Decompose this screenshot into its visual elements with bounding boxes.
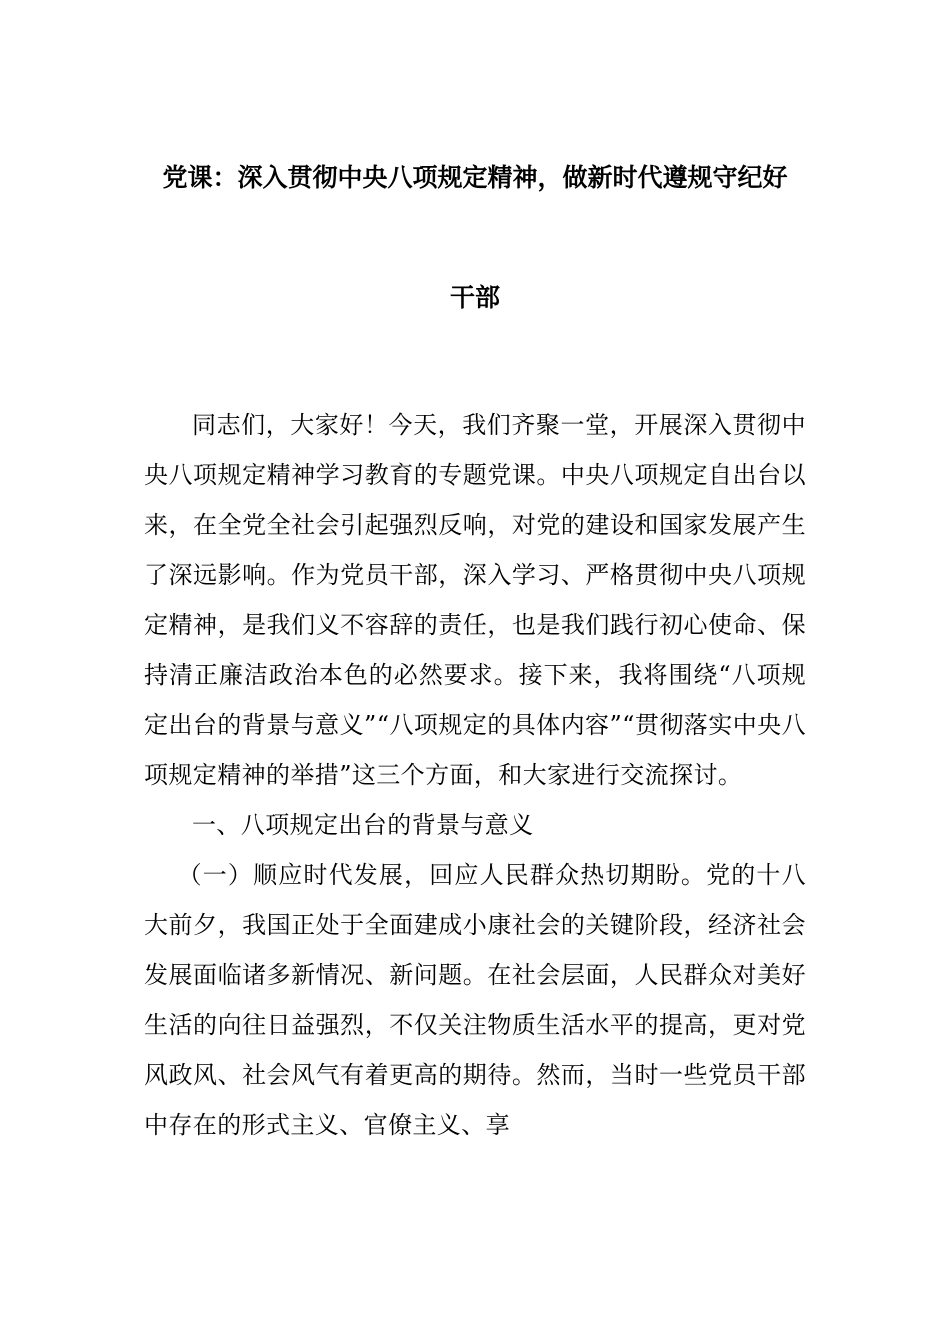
section-heading: 一、八项规定出台的背景与意义 [192, 811, 534, 839]
document-title-line-1: 党课：深入贯彻中央八项规定精神，做新时代遵规守纪好 [162, 163, 788, 192]
subsection-paragraph: （一）顺应时代发展，回应人民群众热切期盼。党的十八大前夕，我国正处于全面建成小康社会的关键阶段，经济社会发展面临诸多新情况、新问题。在社会层面，人民群众对美好生活的向往日益强烈，不仅关注物质生活水平的提高，更对党风政风、社会风气有着更高的期待。然而，当时一些党员干部中存在的形式主义、官僚主义、享 [144, 861, 806, 1139]
document-title-line-2: 干部 [449, 283, 500, 312]
document-body [144, 400, 806, 1150]
intro-paragraph: 同志们，大家好！今天，我们齐聚一堂，开展深入贯彻中央八项规定精神学习教育的专题党课。中央八项规定自出台以来，在全党全社会引起强烈反响，对党的建设和国家发展产生了深远影响。作为党员干部，深入学习、严格贯彻中央八项规定精神，是我们义不容辞的责任，也是我们践行初心使命、保持清正廉洁政治本色的必然要求。接下来，我将围绕“八项规定出台的背景与意义”“八项规定的具体内容”“贯彻落实中央八项规定精神的举措”这三个方面，和大家进行交流探讨。 [144, 411, 806, 789]
